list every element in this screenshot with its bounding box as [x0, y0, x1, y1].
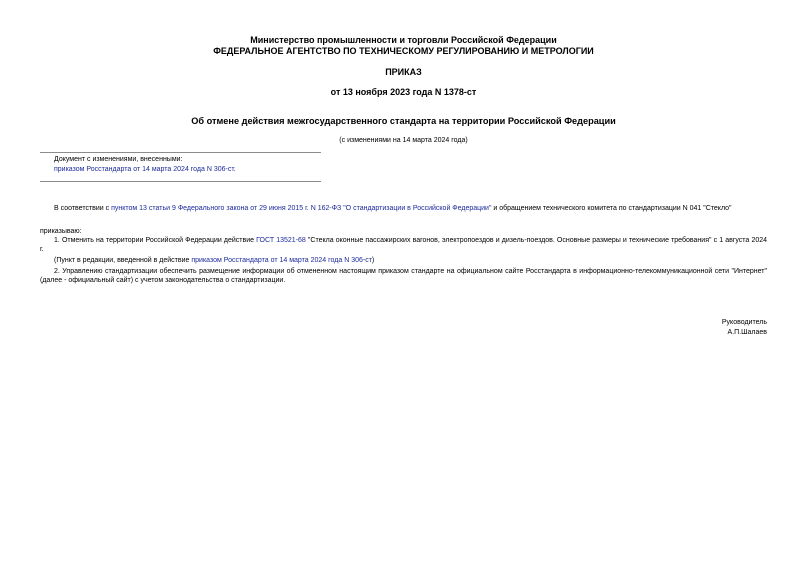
document-type: ПРИКАЗ: [385, 67, 422, 77]
ministry-heading: Министерство промышленности и торговли Российской Федерации: [250, 35, 557, 45]
signature-position: Руководитель: [721, 319, 767, 326]
revision-note: (с изменениями на 14 марта 2024 года): [339, 137, 468, 144]
federal-law-link[interactable]: пунктом 13 статьи 9 Федерального закона от 29 июня 2015 г. N 162-ФЗ "О стандартизации в Российской Федерации": [111, 205, 492, 212]
changes-intro: Документ с изменениями, внесенными:: [54, 156, 183, 163]
edit-note-end: ): [371, 257, 375, 264]
document-title: Об отмене действия межгосударственного стандарта на территории Российской Федерации: [191, 116, 616, 126]
paragraph-basis: [54, 204, 731, 213]
item-1-text-end: "Стекла оконные пассажирских вагонов, электропоездов и дизель-поездов. Основные размеры и технические требования" с 1 августа 2024 г.: [40, 237, 768, 253]
changes-top-divider: [40, 152, 321, 153]
item-1-text-start: 1. Отменить на территории Российской Федерации действие: [54, 237, 257, 244]
item-2: 2. Управлению стандартизации обеспечить размещение информации об отмененном настоящим приказом стандарте на официальном сайте Росстандарта в информационно-телекоммуникационной сети "Интернет" (далее - официальный сайт) с учетом законодательства о стандартизации.: [40, 268, 767, 284]
edit-note-link[interactable]: приказом Росстандарта от 14 марта 2024 года N 306-ст: [191, 257, 372, 264]
edit-note-start: (Пункт в редакции, введенной в действие: [54, 257, 192, 264]
paragraph-basis-text-start: В соответствии с: [54, 205, 112, 212]
item-1-edit-note: [54, 256, 374, 265]
changes-link[interactable]: приказом Росстандарта от 14 марта 2024 года N 306-ст.: [54, 166, 236, 173]
order-word: приказываю:: [40, 228, 82, 235]
document-date-number: от 13 ноября 2023 года N 1378-ст: [330, 87, 477, 97]
paragraph-basis-text-end: и обращением технического комитета по стандартизации N 041 "Стекло": [491, 205, 732, 212]
agency-heading: ФЕДЕРАЛЬНОЕ АГЕНТСТВО ПО ТЕХНИЧЕСКОМУ РЕГУЛИРОВАНИЮ И МЕТРОЛОГИИ: [213, 46, 594, 56]
item-1: [40, 236, 767, 254]
signature-name: А.П.Шалаев: [727, 329, 767, 336]
changes-bottom-divider: [40, 181, 321, 182]
gost-link[interactable]: ГОСТ 13521-68: [256, 237, 306, 244]
